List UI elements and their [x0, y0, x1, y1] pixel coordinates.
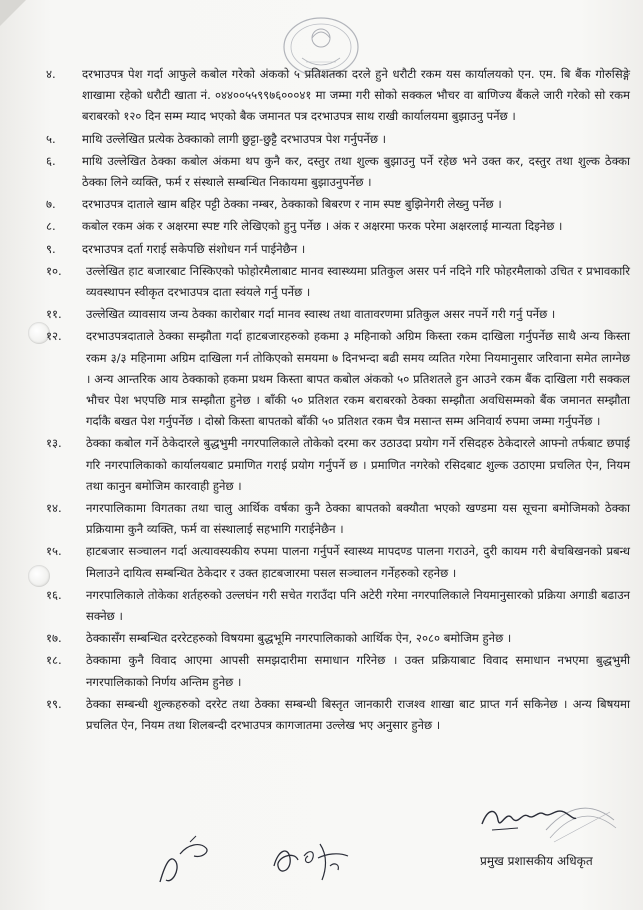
- list-item: [46, 585, 630, 627]
- item-text: दरभाउपत्रदाताले ठेक्का सम्झौता गर्दा हाटबजारहरुको हकमा ३ महिनाको अग्रिम किस्ता रकम दाखिला गर्नुपर्नेछ साथै अन्य किस्ता रकम ३/३ महिनामा अग्रिम दाखिला गर्न तोकिएको समयमा ७ दिनभन्दा बढी समय व्यतित गरेमा नियमानुसार जरिवाना समेत लाग्नेछ । अन्य आन्तरिक आय ठेक्काको हकमा प्रथम किस्ता बापत कबोल अंकको ५० प्रतिशतले हुन आउने रकम बैंक दाखिला गरी सक्कल भौचर पेश भएपछि मात्र सम्झौता हुनेछ । बाँकी ५० प्रतिशत रकम बराबरको ठेक्का सम्झौता अवधिसम्मको बैंक जमानत सम्झौता गर्दाकै बखत पेश गर्नुपर्नेछ । दोस्रो किस्ता बापतको बाँकी ५० प्रतिशत रकम चैत्र मसान्त सम्म अनिवार्य रुपमा जम्मा गर्नुपर्नेछ ।: [86, 329, 630, 429]
- item-text: नगरपालिकामा विगतका तथा चालु आर्थिक वर्षका कुनै ठेक्का बापतको बक्यौता भएको खण्डमा यस सूचना बमोजिमको ठेक्का प्रक्रियामा कुनै व्यक्ति, फर्म वा संस्थालाई सहभागि गराईनेछैन ।: [86, 501, 630, 537]
- list-item: [46, 151, 630, 193]
- list-item: [46, 628, 630, 649]
- item-number: १५.: [46, 544, 62, 559]
- list-item: [46, 239, 630, 260]
- item-number: ८.: [46, 219, 56, 234]
- list-item: [46, 64, 630, 128]
- list-item: [46, 433, 630, 497]
- witness-signature-icon: [150, 832, 220, 892]
- item-number: १२.: [46, 329, 62, 344]
- list-item: [46, 498, 630, 540]
- item-number: ७.: [46, 197, 56, 212]
- item-number: ४.: [46, 67, 56, 81]
- item-text: माथि उल्लेखित प्रत्येक ठेक्काको लागी छुट्टा-छुट्टै दरभाउपत्र पेश गर्नुपर्नेछ ।: [82, 131, 387, 146]
- item-number: १३.: [46, 436, 62, 451]
- item-number: ९.: [46, 241, 56, 256]
- item-number: ६.: [46, 153, 56, 168]
- list-item: [46, 261, 630, 303]
- item-text: दरभाउपत्र दाताले खाम बहिर पट्टी ठेक्का नम्बर, ठेक्काको बिबरण र नाम स्पष्ट बुझिनेगरी लेख्नु पर्नेछ ।: [82, 197, 502, 212]
- item-text: हाटबजार सञ्चालन गर्दा अत्यावस्यकीय रुपमा पालना गर्नुपर्ने स्वास्थ्य मापदण्ड पालना गराउने, दुरी कायम गरी बेचबिखनको प्रबन्ध मिलाउने दायित्व सम्बन्धित ठेकेदार र उक्त हाटबजारमा पसल सञ्चालन गर्नेहरुको रहनेछ ।: [86, 544, 630, 580]
- item-number: १४.: [46, 501, 62, 516]
- list-item: [46, 216, 630, 237]
- item-text: उल्लेखित व्यावसाय जन्य ठेक्का कारोबार गर्दा मानव स्वास्थ तथा वातावरणमा प्रतिकुल असर नपर्ने गरी गर्नु पर्नेछ ।: [86, 307, 556, 322]
- item-text: ठेक्का सम्बन्धी शुल्कहरुको दररेट तथा ठेक्का सम्बन्धी बिस्तृत जानकारी राजश्व शाखा बाट प्राप्त गर्न सकिनेछ । अन्य बिषयमा प्रचलित ऐन, नियम तथा शिलबन्दी दरभाउपत्र कागजातमा उल्लेख भए अनुसार हुनेछ ।: [86, 696, 630, 733]
- list-item: [46, 194, 630, 215]
- list-item: [46, 650, 630, 692]
- item-number: ११.: [46, 307, 62, 322]
- item-text: ठेक्कासँग सम्बन्धित दररेटहरुको विषयमा बुद्धभूमि नगरपालिकाको आर्थिक ऐन, २०८० बमोजिम हुनेछ ।: [86, 631, 512, 646]
- item-text: ठेक्का कबोल गर्ने ठेकेदारले बुद्धभुमी नगरपालिकाले तोकेको दरमा कर उठाउदा प्रयोग गर्ने रसिदहरु ठेकेदारले आफ्नो तर्फबाट छपाई गरि नगरपालिकाको कार्यालयबाट प्रमाणित गराई प्रयोग गर्नुपर्ने छ । प्रमाणित नगरेको रसिदबाट शुल्क उठाएमा प्रचलित ऐन, नियम तथा कानुन बमोजिम कारवाही हुनेछ ।: [86, 436, 630, 493]
- item-text: उल्लेखित हाट बजारबाट निस्किएको फोहोरमैलाबाट मानव स्वास्थ्यमा प्रतिकुल असर पर्न नदिने गरि फोहरमैलाको उचित र प्रभावकारि व्यवस्थापन स्वीकृत दरभाउपत्र दाता स्वंयले गर्नु पर्नेछ ।: [86, 263, 630, 300]
- item-number: १८.: [46, 653, 62, 668]
- item-text: नगरपालिकाले तोकेका शर्तहरुको उल्लघंन गरी सचेत गराउँदा पनि अटेरी गरेमा नगरपालिकाले नियमानुसारको प्रक्रिया अगाडी बढाउन सक्नेछ ।: [86, 587, 630, 624]
- signer-designation: प्रमुख प्रशासकीय अधिकृत: [480, 854, 593, 868]
- item-text: माथि उल्लेखित ठेक्का कबोल अंकमा थप कुनै कर, दस्तुर तथा शुल्क बुझाउनु पर्ने रहेछ भने उक्त कर, दस्तुर तथा शुल्क ठेक्का ठेक्का लिने व्यक्ति, फर्म र संस्थाले सम्बन्धित निकायमा बुझाउनुपर्नेछ ।: [82, 153, 630, 190]
- item-number: ५.: [46, 131, 56, 146]
- page-fold-corner: [0, 0, 26, 26]
- item-text: दरभाउपत्र दर्ता गराई सकेपछि संशोधन गर्न पाईनेछैन ।: [82, 241, 306, 256]
- item-number: १७.: [46, 631, 62, 646]
- list-item: [46, 541, 630, 583]
- officer-signature-icon: [478, 800, 578, 836]
- list-item: [46, 129, 630, 150]
- item-number: १९.: [46, 696, 62, 711]
- list-item: [46, 694, 630, 736]
- notice-conditions-list: [46, 64, 630, 737]
- list-item: [46, 326, 630, 432]
- item-text: कबोल रकम अंक र अक्षरमा स्पष्ट गरि लेखिएको हुनु पर्नेछ । अंक र अक्षरमा फरक परेमा अक्षरलाई मान्यता दिइनेछ ।: [82, 219, 563, 234]
- item-text: दरभाउपत्र पेश गर्दा आफुले कबोल गरेको अंकको ५ प्रतिशतका दरले हुने धरौटी रकम यस कार्यालयको एन. एम. बि बैंक गोरुसिङ्गे शाखामा रहेको धरौटी खाता नं. ०४४००५५९९७६०००४१ मा जम्मा गरी सोको सक्कल भौचर वा बाणिज्य बैंकले जारी गरेको सो रकम बराबरको १२० दिन सम्म म्याद भएको बैक जमानत पत्र दरभाउपत्र साथ राखी कार्यालयमा बुझाउनु पर्नेछ ।: [82, 67, 630, 124]
- item-number: १६.: [46, 587, 62, 602]
- list-item: [46, 304, 630, 325]
- member-signature-icon: [268, 836, 358, 886]
- item-text: ठेक्कामा कुनै विवाद आएमा आपसी समझदारीमा समाधान गरिनेछ । उक्त प्रक्रियाबाट विवाद समाधान नभएमा बुद्धभुमी नगरपालिकाको निर्णय अन्तिम हुनेछ ।: [86, 653, 630, 689]
- item-number: १०.: [46, 263, 62, 278]
